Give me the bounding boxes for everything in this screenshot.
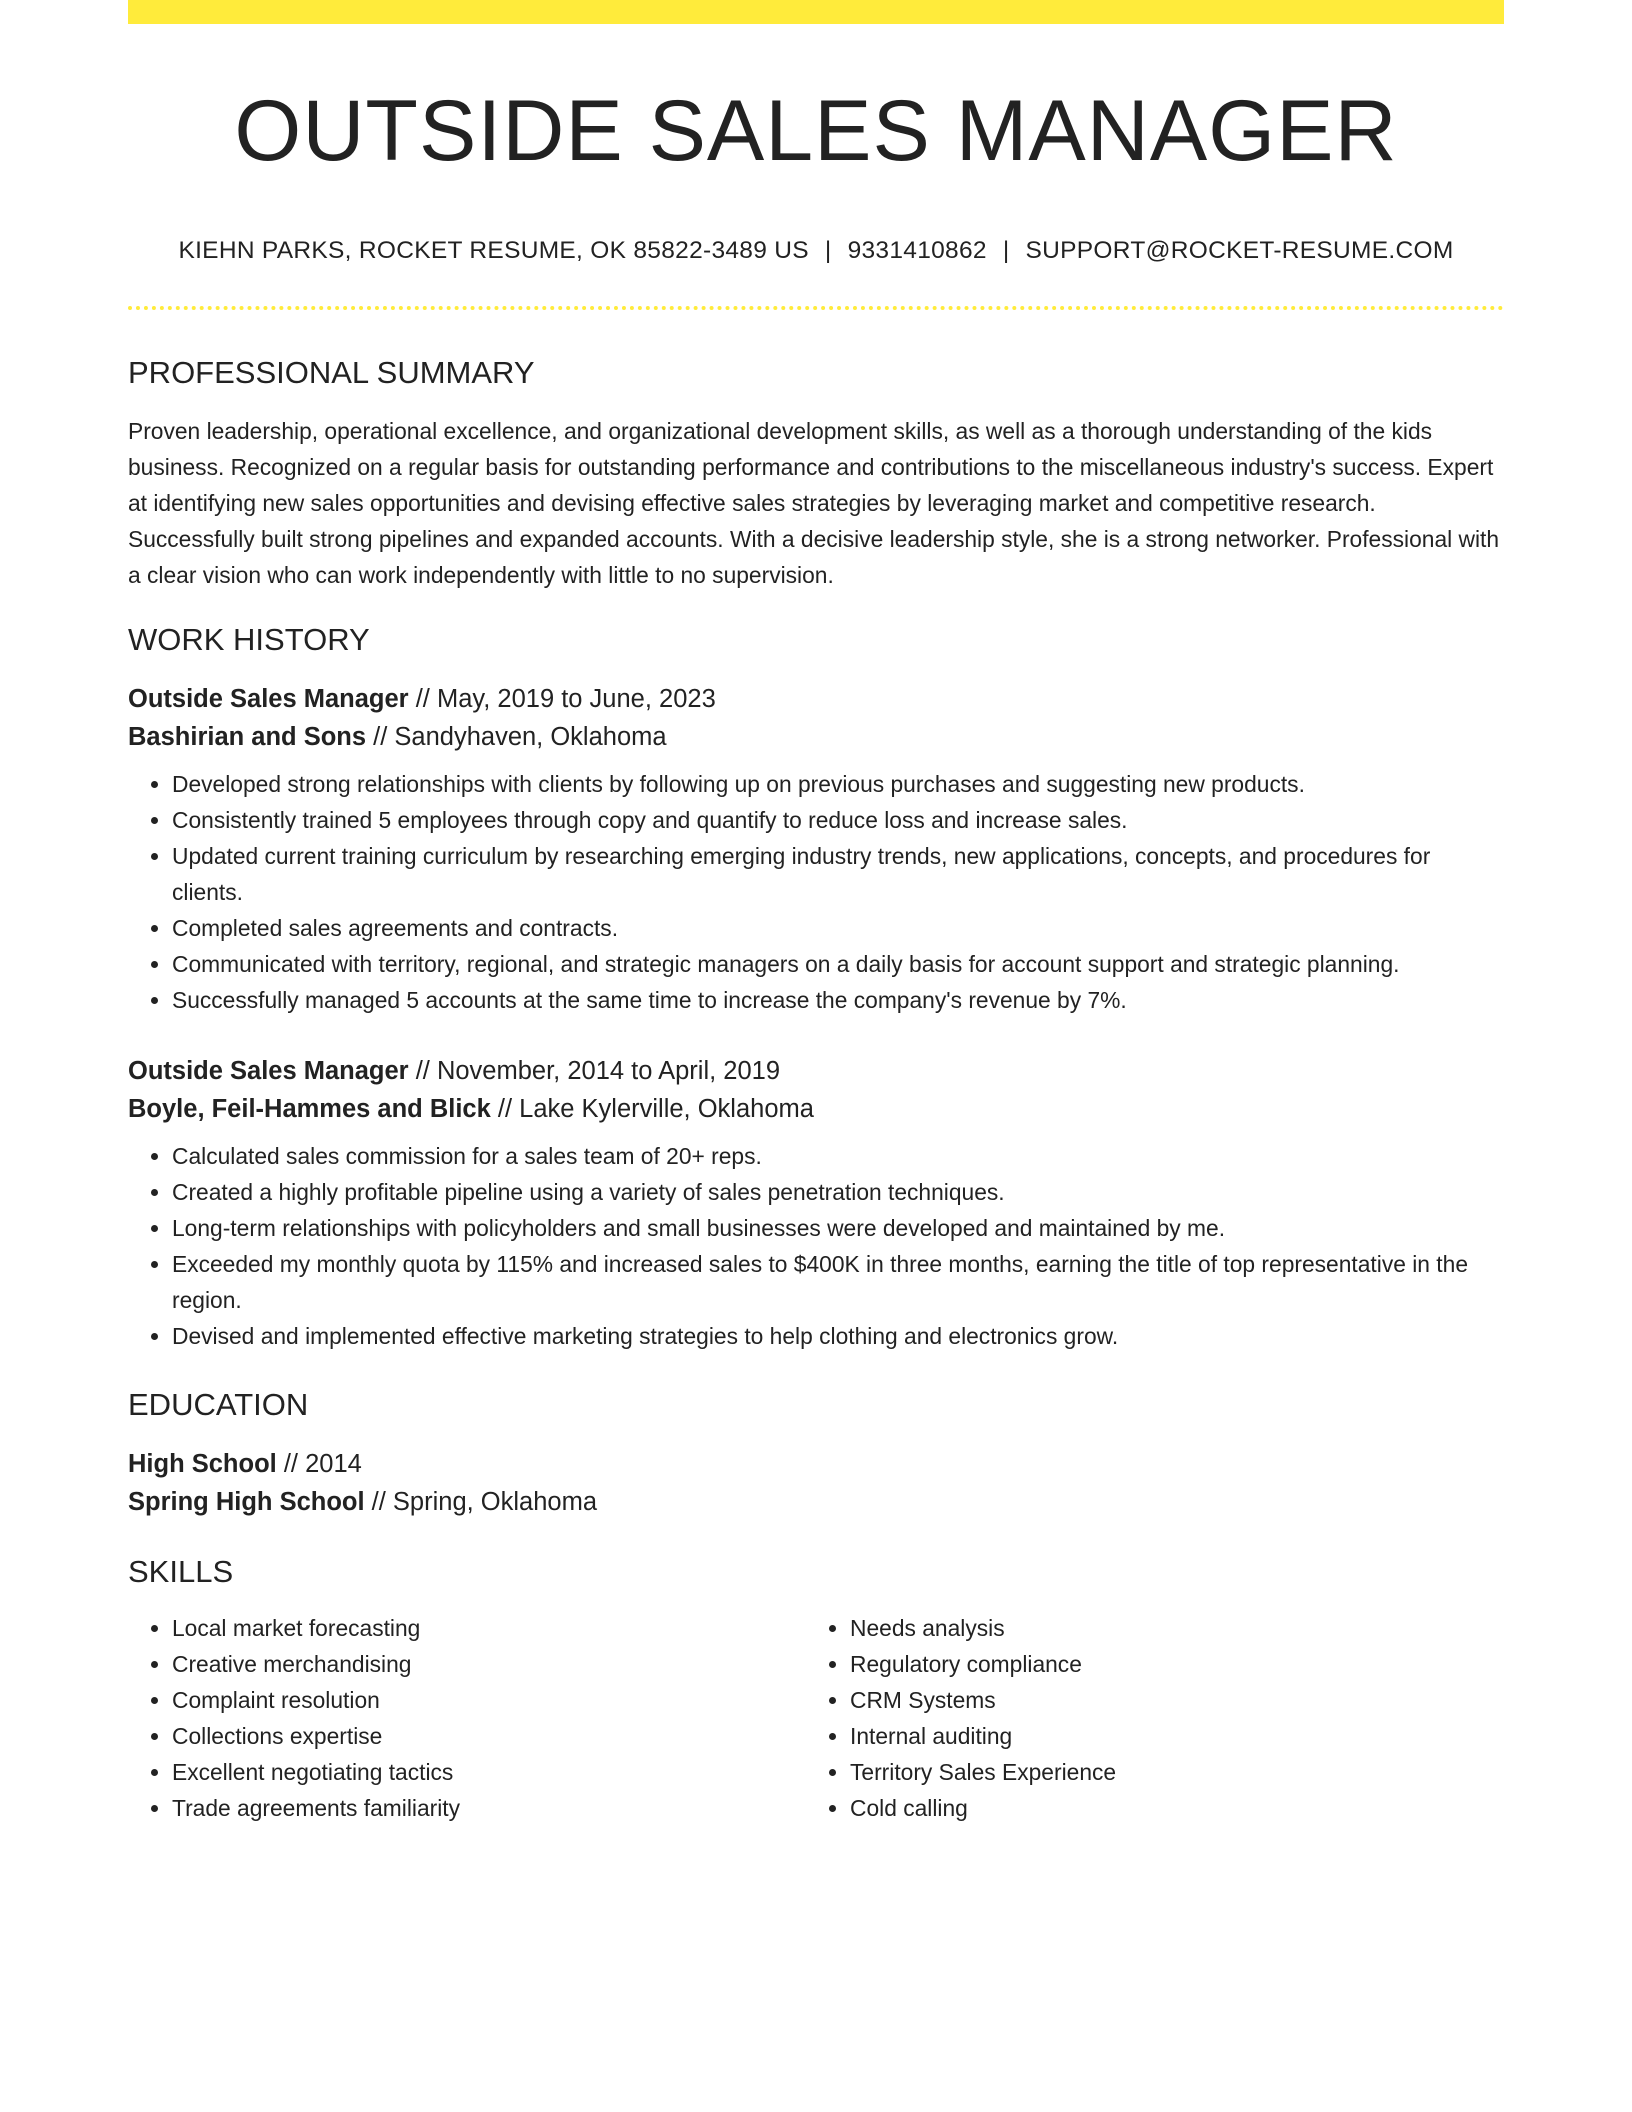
list-item: • Devised and implemented effective marketing strategies to help clothing and electronics grow. bbox=[172, 1318, 1504, 1354]
header-divider bbox=[128, 306, 1504, 310]
list-item: • Long-term relationships with policyholders and small businesses were developed and maintained by me. bbox=[172, 1210, 1504, 1246]
skill-item: • Excellent negotiating tactics bbox=[172, 1754, 760, 1790]
job-location: // Lake Kylerville, Oklahoma bbox=[490, 1095, 814, 1124]
education-entry bbox=[128, 1445, 1504, 1521]
job-entry bbox=[128, 680, 1504, 1018]
job-company-line bbox=[128, 1090, 1504, 1128]
list-item: • Consistently trained 5 employees through copy and quantify to reduce loss and increase sales. bbox=[172, 802, 1504, 838]
skill-item: • CRM Systems bbox=[850, 1682, 1438, 1718]
list-item: • Communicated with territory, regional, and strategic managers on a daily basis for account support and strategic planning. bbox=[172, 946, 1504, 982]
page-title: OUTSIDE SALES MANAGER bbox=[234, 83, 1398, 179]
list-item: • Calculated sales commission for a sales team of 20+ reps. bbox=[172, 1138, 1504, 1174]
list-item: • Successfully managed 5 accounts at the same time to increase the company's revenue by 7%. bbox=[172, 982, 1504, 1018]
job-bullets bbox=[128, 766, 1504, 1018]
education-location: // Spring, Oklahoma bbox=[364, 1488, 598, 1517]
job-title: Outside Sales Manager bbox=[128, 685, 409, 714]
skills-columns bbox=[128, 1610, 1504, 1826]
skills-list-right bbox=[806, 1610, 1438, 1826]
contact-phone: 9331410862 bbox=[847, 237, 987, 265]
skills-list-left bbox=[128, 1610, 760, 1826]
skill-item: • Needs analysis bbox=[850, 1610, 1438, 1646]
job-company-line bbox=[128, 718, 1504, 756]
education-heading: EDUCATION bbox=[128, 1387, 309, 1423]
skill-item: • Trade agreements familiarity bbox=[172, 1790, 760, 1826]
job-dates: // May, 2019 to June, 2023 bbox=[408, 685, 716, 714]
resume-page bbox=[128, 0, 1504, 1826]
skill-item: • Cold calling bbox=[850, 1790, 1438, 1826]
education-degree-line bbox=[128, 1445, 1504, 1483]
skill-item: • Regulatory compliance bbox=[850, 1646, 1438, 1682]
job-title-line bbox=[128, 1052, 1504, 1090]
list-item: • Developed strong relationships with clients by following up on previous purchases and suggesting new products. bbox=[172, 766, 1504, 802]
job-title-line bbox=[128, 680, 1504, 718]
list-item: • Exceeded my monthly quota by 115% and increased sales to $400K in three months, earning the title of top representative in the region. bbox=[172, 1246, 1504, 1318]
accent-bar bbox=[128, 0, 1504, 24]
summary-text: Proven leadership, operational excellence, and organizational development skills, as well as a thorough understanding of the kids business. Recognized on a regular basis for outstanding performance and contributions to the miscellaneous industry's success. Expert at identifying new sales opportunities and devising effective sales strategies by leveraging market and competitive research. Successfully built strong pipelines and expanded accounts. With a decisive leadership style, she is a strong networker. Professional with a clear vision who can work independently with little to no supervision. bbox=[128, 417, 1500, 588]
skill-item: • Collections expertise bbox=[172, 1718, 760, 1754]
contact-address: KIEHN PARKS, ROCKET RESUME, OK 85822-3489 US bbox=[178, 237, 809, 265]
summary-heading: PROFESSIONAL SUMMARY bbox=[128, 354, 535, 390]
list-item: • Created a highly profitable pipeline using a variety of sales penetration techniques. bbox=[172, 1174, 1504, 1210]
contact-separator: | bbox=[1002, 237, 1010, 265]
skill-item: • Local market forecasting bbox=[172, 1610, 760, 1646]
job-bullets bbox=[128, 1138, 1504, 1354]
job-dates: // November, 2014 to April, 2019 bbox=[408, 1057, 781, 1086]
education-school-line bbox=[128, 1483, 1504, 1521]
job-company: Bashirian and Sons bbox=[128, 723, 367, 752]
skill-item: • Creative merchandising bbox=[172, 1646, 760, 1682]
contact-line bbox=[128, 236, 1504, 265]
skill-item: • Internal auditing bbox=[850, 1718, 1438, 1754]
skill-item: • Territory Sales Experience bbox=[850, 1754, 1438, 1790]
job-location: // Sandyhaven, Oklahoma bbox=[366, 723, 667, 752]
skill-item: • Complaint resolution bbox=[172, 1682, 760, 1718]
education-year: // 2014 bbox=[276, 1450, 362, 1479]
job-title: Outside Sales Manager bbox=[128, 1057, 409, 1086]
education-school: Spring High School bbox=[128, 1488, 365, 1517]
list-item: • Updated current training curriculum by researching emerging industry trends, new applications, concepts, and procedures for clients. bbox=[172, 838, 1504, 910]
skills-heading: SKILLS bbox=[128, 1554, 234, 1590]
work-history-heading: WORK HISTORY bbox=[128, 621, 370, 657]
contact-separator: | bbox=[824, 237, 832, 265]
contact-email: SUPPORT@ROCKET-RESUME.COM bbox=[1025, 237, 1454, 265]
job-entry bbox=[128, 1052, 1504, 1354]
job-company: Boyle, Feil-Hammes and Blick bbox=[128, 1095, 491, 1124]
education-degree: High School bbox=[128, 1450, 277, 1479]
list-item: • Completed sales agreements and contracts. bbox=[172, 910, 1504, 946]
